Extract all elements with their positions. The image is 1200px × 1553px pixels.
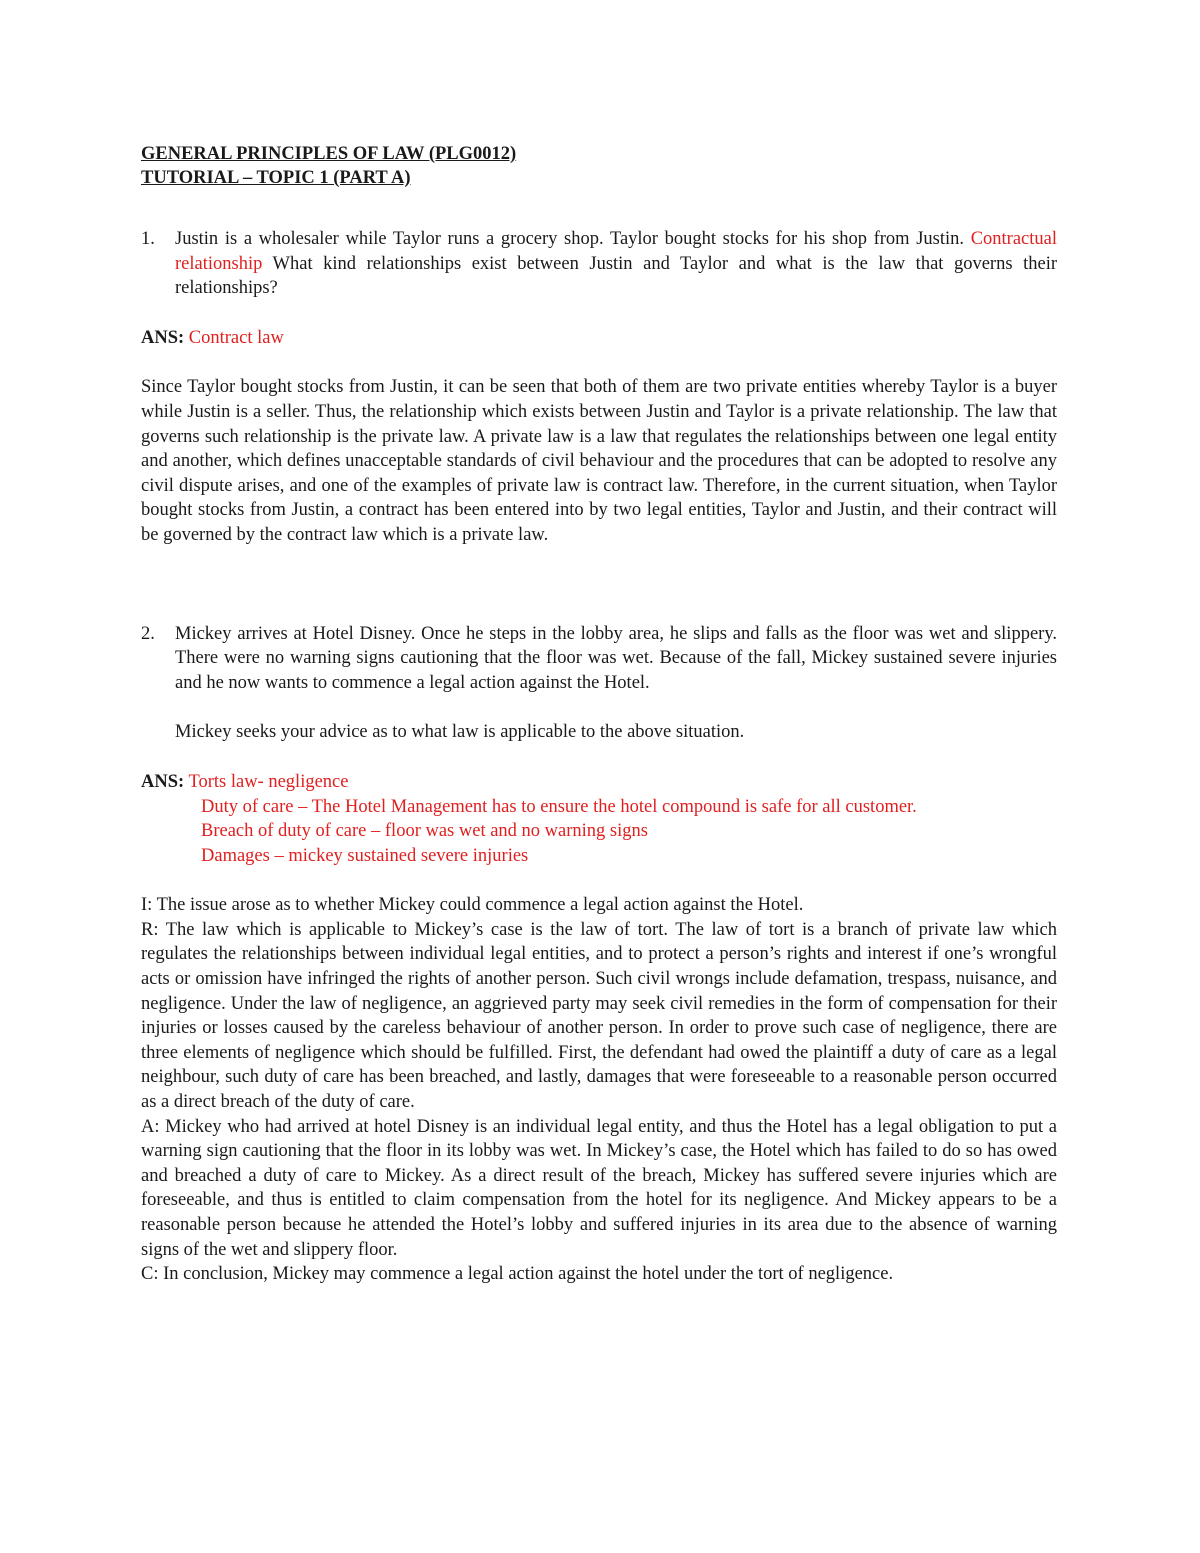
- irac-application: A: Mickey who had arrived at hotel Disney is an individual legal entity, and thus the Hotel has a legal obligation to put a warning sign cautioning that the floor in its lobby was wet. In Mickey’s case, the Hotel which has failed to do so has owed and breached a duty of care to Mickey. As a direct result of the breach, Mickey has suffered severe injuries which are foreseeable, and thus is entitled to claim compensation from the hotel for its negligence. And Mickey appears to be a reasonable person because he attended the Hotel’s lobby and suffered injuries in its area due to the absence of warning signs of the wet and slippery floor.: [141, 1116, 1057, 1260]
- question-2: [141, 622, 1057, 745]
- irac-conclusion: C: In conclusion, Mickey may commence a legal action against the hotel under the tort of negligence.: [141, 1264, 894, 1285]
- document-title: GENERAL PRINCIPLES OF LAW (PLG0012): [141, 144, 517, 164]
- answer-value: Contract law: [184, 327, 284, 348]
- question-text-2: Mickey seeks your advice as to what law is applicable to the above situation.: [175, 722, 745, 743]
- annotation-note: Contractual relationship: [175, 229, 1057, 274]
- answer-point: Breach of duty of care – floor was wet and no warning signs: [201, 821, 648, 842]
- answer-label: ANS:: [141, 327, 185, 348]
- answer-point: Damages – mickey sustained severe injuries: [201, 845, 529, 866]
- question-1: [141, 227, 1057, 301]
- question-text: What kind relationships exist between Justin and Taylor and what is the law that governs their relationships?: [175, 253, 1057, 299]
- document-page: [141, 142, 1057, 1287]
- answer-label: ANS:: [141, 771, 185, 792]
- irac-issue: I: The issue arose as to whether Mickey could commence a legal action against the Hotel.: [141, 895, 804, 916]
- irac-rule: R: The law which is applicable to Mickey’s case is the law of tort. The law of tort is a branch of private law which regulates the relationships between individual legal entities, and to protect a person’s rights and interest if one’s wrongful acts or omission have infringed the rights of another person. Such civil wrongs include defamation, trespass, nuisance, and negligence. Under the law of negligence, an aggrieved party may seek civil remedies in the form of compensation for their injuries or losses caused by the careless behaviour of another person. In order to prove such case of negligence, there are three elements of negligence which should be fulfilled. First, the defendant had owed the plaintiff a duty of care as a legal neighbour, such duty of care has been breached, and lastly, damages that were foreseeable to a reasonable person occurred as a direct breach of the duty of care.: [141, 919, 1057, 1113]
- answer-2: [141, 770, 1057, 795]
- answer-1-body: Since Taylor bought stocks from Justin, it can be seen that both of them are two private entities whereby Taylor is a buyer while Justin is a seller. Thus, the relationship which exists between Justin and Taylor is a private relationship. The law that governs such relationship is the private law. A private law is a law that regulates the relationships between one legal entity and another, which defines unacceptable standards of civil behaviour and the procedures that can be adopted to resolve any civil dispute arises, and one of the examples of private law is contract law. Therefore, in the current situation, when Taylor bought stocks from Justin, a contract has been entered into by two legal entities, Taylor and Justin, and their contract will be governed by the contract law which is a private law.: [141, 377, 1057, 545]
- answer-point: Duty of care – The Hotel Management has to ensure the hotel compound is safe for all customer.: [201, 796, 917, 817]
- answer-value: Torts law- negligence: [184, 771, 349, 792]
- answer-1: [141, 326, 1057, 351]
- answer-points: [141, 795, 1057, 869]
- question-text: Mickey arrives at Hotel Disney. Once he steps in the lobby area, he slips and falls as the floor was wet and slippery. There were no warning signs cautioning that the floor was wet. Because of the fall, Mickey sustained severe injuries and he now wants to commence a legal action against the Hotel.: [175, 623, 1057, 693]
- question-number: 1.: [141, 229, 155, 249]
- question-text: Justin is a wholesaler while Taylor runs a grocery shop. Taylor bought stocks for his shop from Justin.: [175, 229, 965, 249]
- question-number: 2.: [141, 623, 155, 644]
- document-subtitle: TUTORIAL – TOPIC 1 (PART A): [141, 168, 411, 188]
